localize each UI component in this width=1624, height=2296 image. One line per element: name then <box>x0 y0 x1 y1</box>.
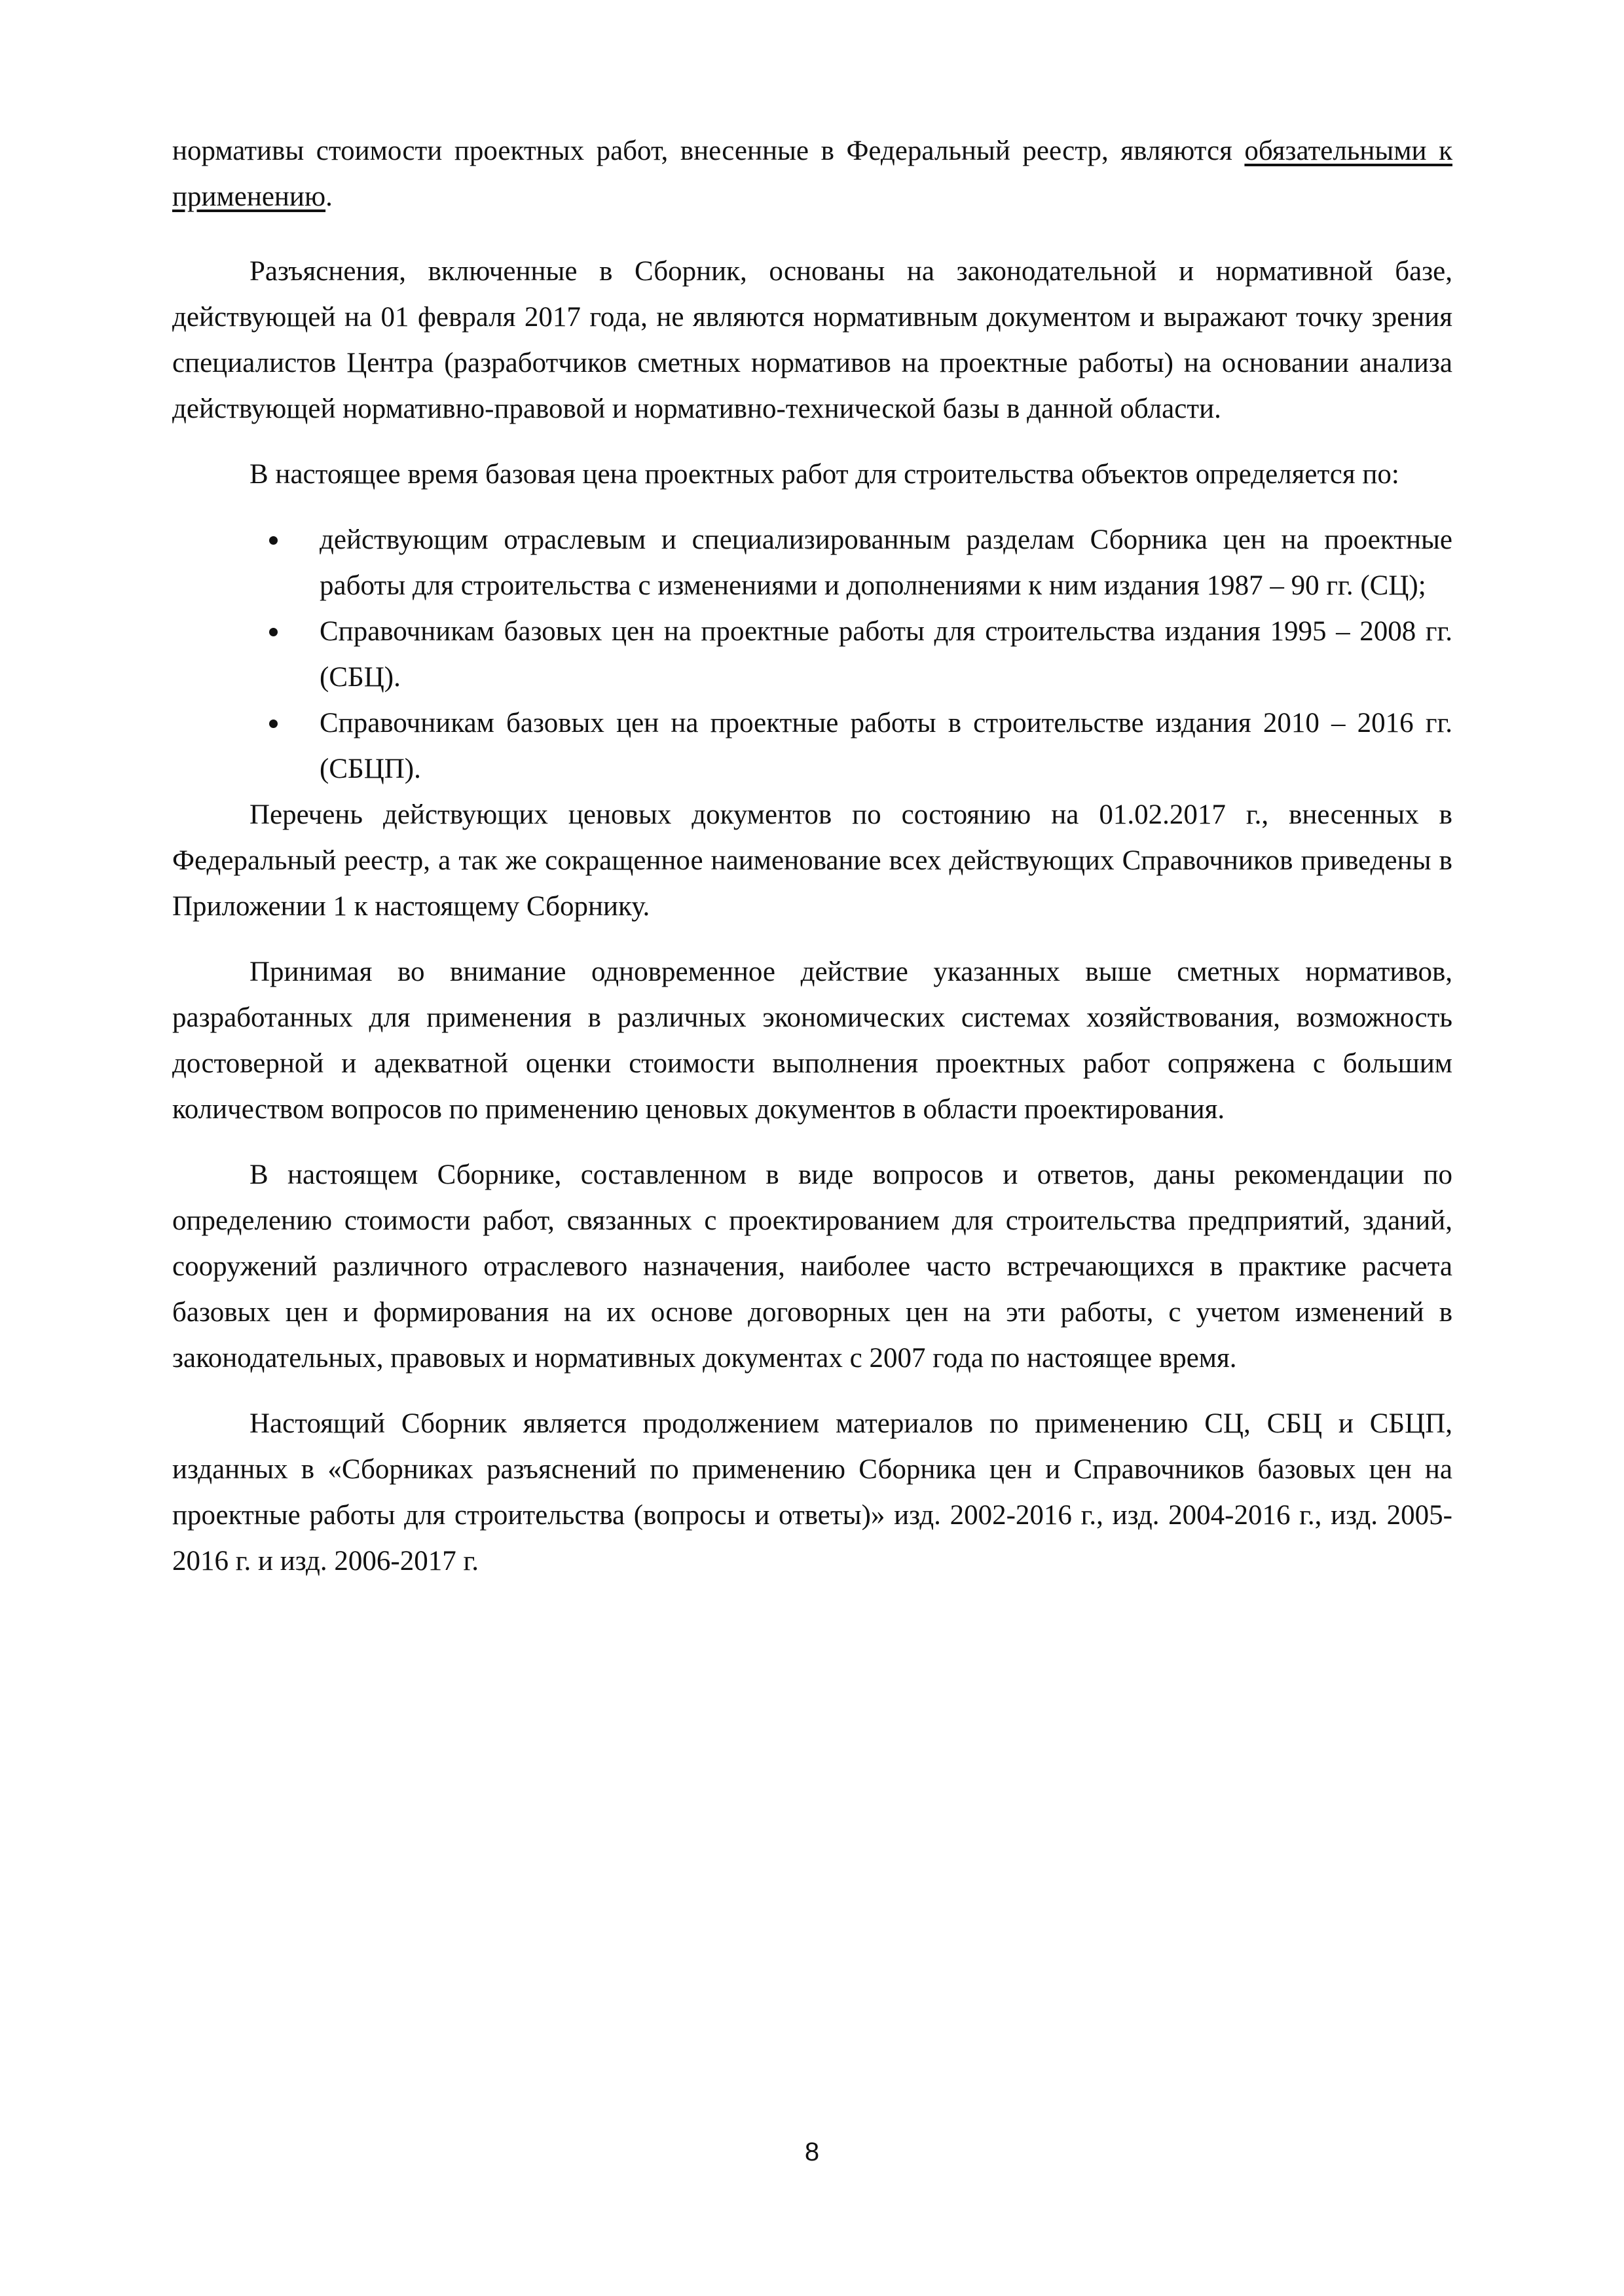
bullet-icon <box>269 536 278 545</box>
underlined-phrase: обязательными к применению <box>172 136 1452 212</box>
bullet-item-text: Справочникам базовых цен на проектные работы в строительстве издания 2010 – 2016 гг. (СБЦП). <box>320 708 1452 784</box>
paragraph-continuation-end: . <box>325 181 333 212</box>
bullet-item <box>172 701 1452 792</box>
bullet-item-text: действующим отраслевым и специализированным разделам Сборника цен на проектные работы для строительства с изменениями и дополнениями к ним издания 1987 – 90 гг. (СЦ); <box>320 524 1452 601</box>
paragraph-collection-purpose: В настоящем Сборнике, составленном в виде вопросов и ответов, даны рекомендации по определению стоимости работ, связанных с проектированием для строительства предприятий, зданий, сооружений различного отраслевого назначения, наиболее часто встречающихся в практике расчета базовых цен и формирования на их основе договорных цен на эти работы, с учетом изменений в законодательных, правовых и нормативных документах с 2007 года по настоящее время. <box>172 1159 1452 1374</box>
bullet-item <box>172 609 1452 701</box>
bullet-item <box>172 517 1452 609</box>
paragraph-collection-continuation: Настоящий Сборник является продолжением материалов по применению СЦ, СБЦ и СБЦП, изданных в «Сборниках разъяснений по применению Сборника цен и Справочников базовых цен на проектные работы для строительства (вопросы и ответы)» изд. 2002-2016 г., изд. 2004-2016 г., изд. 2005-2016 г. и изд. 2006-2017 г. <box>172 1408 1452 1576</box>
paragraph-clarifications: Разъяснения, включенные в Сборник, основаны на законодательной и нормативной базе, действующей на 01 февраля 2017 года, не являются нормативным документом и выражают точку зрения специалистов Центра (разработчиков сметных нормативов на проектные работы) на основании анализа действующей нормативно-правовой и нормативно-технической базы в данной области. <box>172 256 1452 424</box>
paragraph-continuation-text: нормативы стоимости проектных работ, внесенные в Федеральный реестр, являются <box>172 136 1245 166</box>
page-number: 8 <box>804 2138 820 2166</box>
paragraph-document-list: Перечень действующих ценовых документов по состоянию на 01.02.2017 г., внесенных в Федеральный реестр, а так же сокращенное наименование всех действующих Справочников приведены в Приложении 1 к настоящему Сборнику. <box>172 799 1452 922</box>
bullet-item-text: Справочникам базовых цен на проектные работы для строительства издания 1995 – 2008 гг. (СБЦ). <box>320 616 1452 693</box>
bullet-list <box>172 517 1452 792</box>
bullet-icon <box>269 720 278 728</box>
paragraph-simultaneous-standards: Принимая во внимание одновременное действие указанных выше сметных нормативов, разработанных для применения в различных экономических системах хозяйствования, возможность достоверной и адекватной оценки стоимости выполнения проектных работ сопряжена с большим количеством вопросов по применению ценовых документов в области проектирования. <box>172 957 1452 1125</box>
paragraph-continuation <box>172 128 1452 220</box>
paragraph-base-price: В настоящее время базовая цена проектных работ для строительства объектов определяется по: <box>249 459 1399 490</box>
document-body <box>172 128 1452 1584</box>
bullet-icon <box>269 628 278 636</box>
